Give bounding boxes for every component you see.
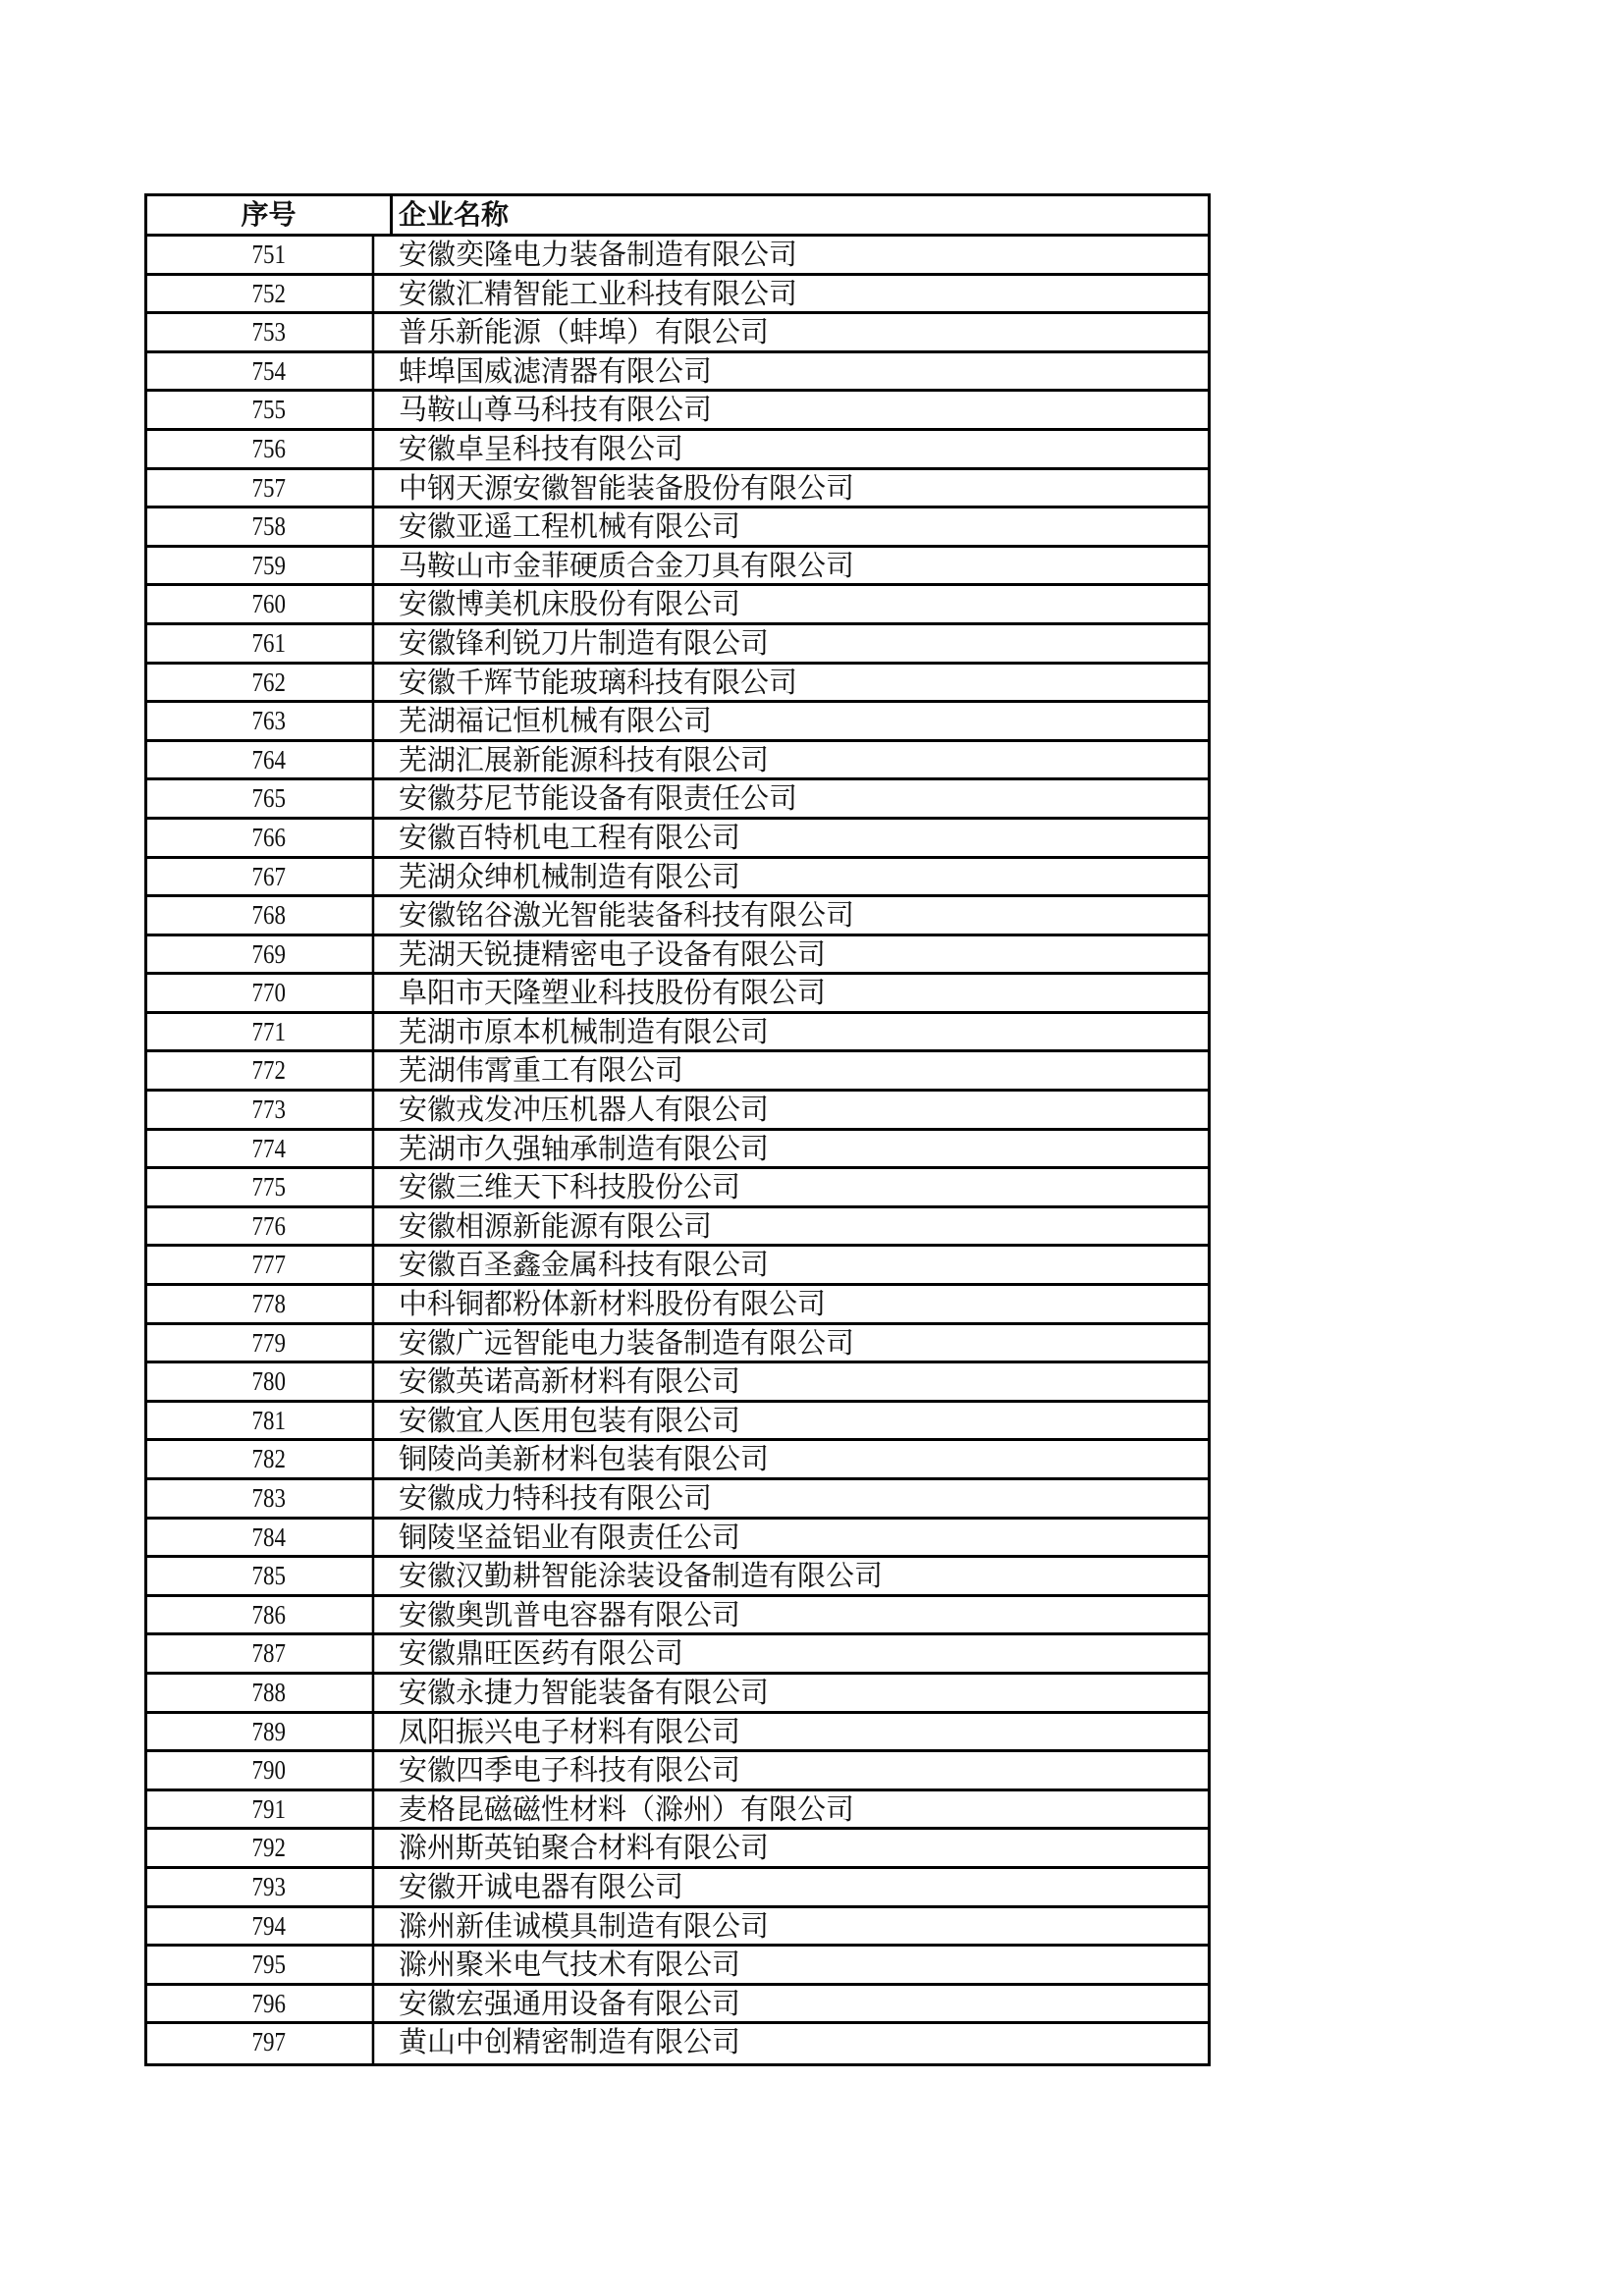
row-company-name: 安徽亚遥工程机械有限公司 — [399, 509, 741, 544]
row-number: 787 — [166, 1635, 375, 1672]
row-company-name: 安徽奕隆电力装备制造有限公司 — [399, 238, 798, 271]
row-company-name: 芜湖天锐捷精密电子设备有限公司 — [399, 936, 827, 971]
row-number: 756 — [166, 431, 375, 467]
row-number: 775 — [166, 1169, 375, 1205]
row-number: 752 — [166, 276, 375, 312]
row-number: 751 — [166, 237, 375, 273]
row-number: 773 — [166, 1092, 375, 1128]
table-row — [147, 1635, 1208, 1675]
table-row — [147, 1947, 1208, 1986]
row-company-name: 安徽英诺高新材料有限公司 — [399, 1364, 741, 1399]
company-list-table — [144, 193, 1211, 2066]
row-company-name: 安徽百特机电工程有限公司 — [399, 820, 741, 854]
table-row — [147, 859, 1208, 898]
header-number: 序号 — [147, 196, 393, 234]
row-number: 770 — [166, 975, 375, 1011]
row-company-name: 安徽奥凯普电容器有限公司 — [399, 1597, 741, 1631]
row-number: 774 — [166, 1131, 375, 1167]
table-row — [147, 1014, 1208, 1053]
row-number: 797 — [166, 2024, 375, 2063]
row-company-name: 安徽开诚电器有限公司 — [399, 1869, 684, 1903]
table-row — [147, 1791, 1208, 1831]
table-row — [147, 314, 1208, 353]
table-row — [147, 1558, 1208, 1597]
row-company-name: 安徽广远智能电力装备制造有限公司 — [399, 1325, 855, 1360]
row-company-name: 芜湖伟霄重工有限公司 — [399, 1053, 684, 1088]
row-number: 762 — [166, 665, 375, 701]
row-company-name: 安徽三维天下科技股份公司 — [399, 1170, 741, 1204]
row-company-name: 安徽芬尼节能设备有限责任公司 — [399, 781, 798, 816]
row-company-name: 安徽成力特科技有限公司 — [399, 1481, 713, 1515]
table-row — [147, 1986, 1208, 2025]
row-number: 781 — [166, 1403, 375, 1439]
row-company-name: 普乐新能源（蚌埠）有限公司 — [399, 315, 770, 349]
row-number: 767 — [166, 859, 375, 895]
row-number: 755 — [166, 392, 375, 428]
table-row — [147, 1714, 1208, 1753]
row-number: 776 — [166, 1208, 375, 1245]
row-company-name: 蚌埠国威滤清器有限公司 — [399, 353, 713, 388]
table-row — [147, 392, 1208, 431]
table-row — [147, 1208, 1208, 1248]
table-row — [147, 1675, 1208, 1714]
row-company-name: 马鞍山尊马科技有限公司 — [399, 393, 713, 427]
row-number: 768 — [166, 897, 375, 934]
row-company-name: 滁州新佳诚模具制造有限公司 — [399, 1908, 770, 1943]
row-number: 784 — [166, 1520, 375, 1556]
row-company-name: 安徽鼎旺医药有限公司 — [399, 1636, 684, 1671]
table-row — [147, 1752, 1208, 1791]
row-number: 780 — [166, 1363, 375, 1400]
table-row — [147, 1830, 1208, 1869]
table-row — [147, 1052, 1208, 1092]
row-number: 786 — [166, 1597, 375, 1633]
row-number: 795 — [166, 1947, 375, 1983]
table-row — [147, 548, 1208, 587]
row-company-name: 芜湖市久强轴承制造有限公司 — [399, 1131, 770, 1165]
table-row — [147, 897, 1208, 936]
table-row — [147, 1520, 1208, 1559]
row-company-name: 芜湖众绅机械制造有限公司 — [399, 859, 741, 893]
row-number: 763 — [166, 703, 375, 739]
table-row — [147, 625, 1208, 665]
row-company-name: 麦格昆磁磁性材料（滁州）有限公司 — [399, 1791, 855, 1826]
row-number: 777 — [166, 1247, 375, 1283]
row-company-name: 滁州斯英铂聚合材料有限公司 — [399, 1831, 770, 1865]
table-row — [147, 470, 1208, 509]
row-number: 754 — [166, 353, 375, 390]
table-row — [147, 742, 1208, 781]
table-row — [147, 1597, 1208, 1636]
table-row — [147, 1869, 1208, 1908]
table-row — [147, 2024, 1208, 2063]
table-row — [147, 780, 1208, 820]
table-row — [147, 1480, 1208, 1520]
table-row — [147, 1286, 1208, 1325]
table-row — [147, 276, 1208, 315]
row-number: 761 — [166, 625, 375, 662]
table-row — [147, 586, 1208, 625]
row-number: 764 — [166, 742, 375, 778]
table-row — [147, 703, 1208, 742]
row-number: 766 — [166, 820, 375, 856]
row-company-name: 芜湖市原本机械制造有限公司 — [399, 1014, 770, 1048]
table-row — [147, 1092, 1208, 1131]
row-company-name: 铜陵坚益铝业有限责任公司 — [399, 1520, 741, 1554]
row-number: 772 — [166, 1052, 375, 1089]
table-row — [147, 1908, 1208, 1948]
row-number: 782 — [166, 1441, 375, 1477]
row-company-name: 安徽百圣鑫金属科技有限公司 — [399, 1248, 770, 1282]
row-company-name: 安徽汇精智能工业科技有限公司 — [399, 276, 798, 310]
table-row — [147, 1441, 1208, 1480]
row-number: 794 — [166, 1908, 375, 1945]
row-number: 790 — [166, 1752, 375, 1789]
row-number: 793 — [166, 1869, 375, 1905]
table-row — [147, 1131, 1208, 1170]
table-row — [147, 936, 1208, 976]
row-company-name: 安徽博美机床股份有限公司 — [399, 587, 741, 621]
row-number: 783 — [166, 1480, 375, 1517]
header-company-name: 企业名称 — [399, 198, 510, 231]
table-row — [147, 353, 1208, 393]
row-company-name: 安徽汉勤耕智能涂装设备制造有限公司 — [399, 1559, 884, 1593]
table-row — [147, 1363, 1208, 1403]
row-number: 791 — [166, 1791, 375, 1828]
table-row — [147, 1247, 1208, 1286]
row-company-name: 马鞍山市金菲硬质合金刀具有限公司 — [399, 548, 855, 582]
row-company-name: 安徽宜人医用包装有限公司 — [399, 1403, 741, 1437]
table-row — [147, 820, 1208, 859]
table-row — [147, 508, 1208, 548]
row-company-name: 安徽千辉节能玻璃科技有限公司 — [399, 665, 798, 699]
row-number: 769 — [166, 936, 375, 973]
table-row — [147, 665, 1208, 704]
row-company-name: 安徽戎发冲压机器人有限公司 — [399, 1093, 770, 1127]
row-number: 788 — [166, 1675, 375, 1711]
row-number: 753 — [166, 314, 375, 350]
row-number: 789 — [166, 1714, 375, 1750]
table-row — [147, 431, 1208, 470]
row-company-name: 阜阳市天隆塑业科技股份有限公司 — [399, 976, 827, 1010]
row-company-name: 安徽锋利锐刀片制造有限公司 — [399, 625, 770, 660]
row-number: 765 — [166, 780, 375, 817]
row-company-name: 凤阳振兴电子材料有限公司 — [399, 1714, 741, 1748]
row-company-name: 铜陵尚美新材料包装有限公司 — [399, 1442, 770, 1476]
table-header-row — [147, 196, 1208, 237]
row-number: 757 — [166, 470, 375, 507]
row-number: 785 — [166, 1558, 375, 1594]
table-row — [147, 975, 1208, 1014]
row-company-name: 芜湖汇展新能源科技有限公司 — [399, 742, 770, 776]
row-number: 796 — [166, 1986, 375, 2022]
row-company-name: 中科铜都粉体新材料股份有限公司 — [399, 1287, 827, 1321]
row-number: 792 — [166, 1830, 375, 1866]
row-number: 758 — [166, 508, 375, 545]
row-number: 760 — [166, 586, 375, 622]
row-company-name: 安徽宏强通用设备有限公司 — [399, 1986, 741, 2020]
row-company-name: 黄山中创精密制造有限公司 — [399, 2025, 741, 2059]
row-company-name: 安徽卓呈科技有限公司 — [399, 431, 684, 465]
row-company-name: 滁州聚米电气技术有限公司 — [399, 1948, 741, 1982]
row-company-name: 安徽铭谷激光智能装备科技有限公司 — [399, 898, 855, 933]
table-row — [147, 237, 1208, 276]
table-row — [147, 1169, 1208, 1208]
table-row — [147, 1403, 1208, 1442]
row-company-name: 安徽相源新能源有限公司 — [399, 1208, 713, 1243]
row-number: 778 — [166, 1286, 375, 1322]
row-company-name: 芜湖福记恒机械有限公司 — [399, 704, 713, 738]
row-company-name: 安徽四季电子科技有限公司 — [399, 1753, 741, 1788]
table-row — [147, 1325, 1208, 1364]
row-number: 771 — [166, 1014, 375, 1050]
row-company-name: 安徽永捷力智能装备有限公司 — [399, 1675, 770, 1709]
row-number: 759 — [166, 548, 375, 584]
row-company-name: 中钢天源安徽智能装备股份有限公司 — [399, 470, 855, 505]
row-number: 779 — [166, 1325, 375, 1362]
